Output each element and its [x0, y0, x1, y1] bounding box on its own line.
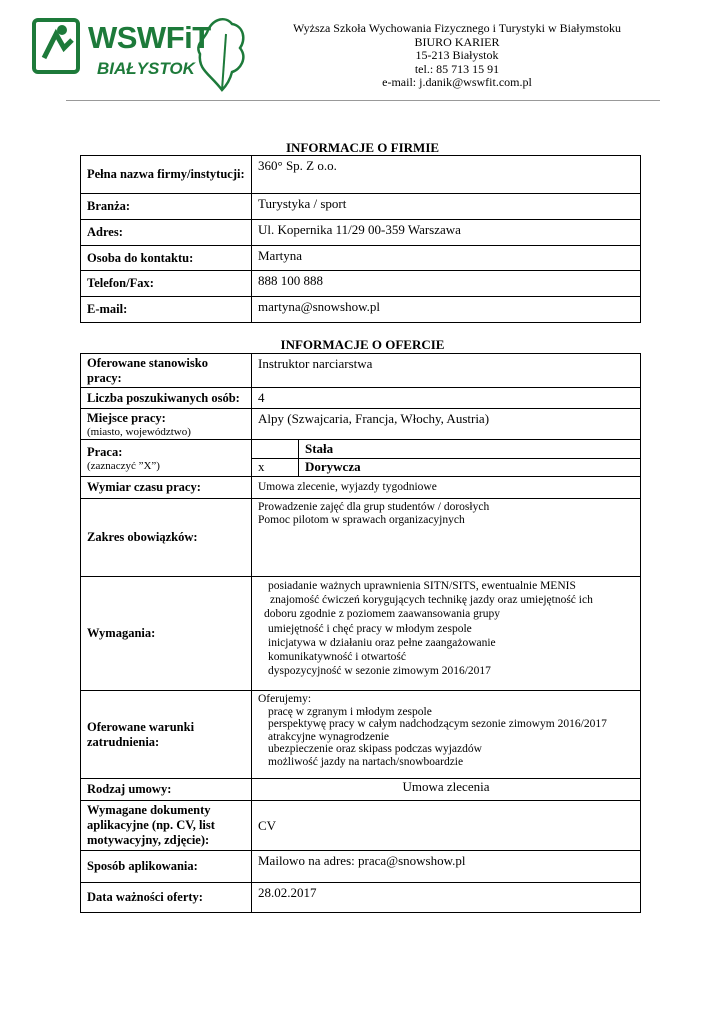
conditions-intro: Oferujemy:	[258, 693, 312, 705]
work-options-grid	[252, 440, 640, 476]
table-row	[81, 246, 641, 271]
contract-value: Umowa zlecenia	[252, 779, 641, 801]
logo-city: BIAŁYSTOK	[97, 59, 195, 78]
row-value: 888 100 888	[252, 271, 641, 297]
place-sublabel: (miasto, województwo)	[87, 425, 191, 438]
row-value: Turystyka / sport	[252, 194, 641, 220]
table-row	[81, 801, 641, 851]
conditions-label: Oferowane warunki zatrudnienia:	[81, 691, 252, 779]
work-sublabel: (zaznaczyć ”X”)	[87, 459, 160, 472]
list-item: możliwość jazdy na nartach/snowboardzie	[268, 755, 464, 768]
time-label: Wymiar czasu pracy:	[81, 477, 252, 499]
place-label	[81, 409, 252, 440]
school-address-block	[262, 22, 652, 90]
list-item: atrakcyjne wynagrodzenie	[268, 730, 390, 743]
work-label-text: Praca:	[87, 444, 123, 459]
table-row	[81, 883, 641, 913]
list-item: komunikatywność i otwartość	[268, 651, 406, 664]
list-item: dyspozycyjność w sezonie zimowym 2016/2017	[268, 665, 491, 678]
table-row	[81, 156, 641, 194]
list-item: Pomoc pilotom w sprawach organizacyjnych	[258, 513, 465, 526]
conditions-list	[252, 691, 641, 779]
list-item: Prowadzenie zajęć dla grup studentów / dorosłych	[258, 501, 490, 513]
documents-value: CV	[252, 801, 641, 851]
school-logo	[32, 14, 252, 98]
header-divider	[66, 100, 660, 101]
validity-label: Data ważności oferty:	[81, 883, 252, 913]
table-row	[81, 409, 641, 440]
list-item: inicjatywa w działaniu oraz pełne zaangażowanie	[268, 636, 496, 649]
row-value: martyna@snowshow.pl	[252, 297, 641, 323]
time-value: Umowa zlecenie, wyjazdy tygodniowe	[252, 477, 641, 499]
contract-label: Rodzaj umowy:	[81, 779, 252, 801]
table-row	[81, 354, 641, 388]
email: e-mail: j.danik@wswfit.com.pl	[382, 75, 532, 90]
offer-section-title: INFORMACJE O OFERCIE	[280, 337, 445, 352]
opt2-mark: x	[252, 458, 299, 476]
list-item: posiadanie ważnych uprawnienia SITN/SITS, ewentualnie MENIS	[268, 580, 576, 592]
row-value: 360° Sp. Z o.o.	[252, 156, 641, 194]
table-row	[81, 440, 641, 477]
work-label	[81, 440, 252, 477]
documents-label: Wymagane dokumenty aplikacyjne (np. CV, list motywacyjny, zdjęcie):	[81, 801, 252, 851]
offer-table	[80, 353, 641, 913]
list-item: znajomość ćwiczeń korygujących technikę jazdy oraz umiejętność ich	[270, 594, 593, 607]
table-row	[81, 194, 641, 220]
table-row	[81, 477, 641, 499]
list-item: pracę w zgranym i młodym zespole	[268, 705, 432, 718]
firm-table	[80, 155, 641, 323]
opt1-label: Stała	[299, 440, 641, 458]
table-row	[81, 220, 641, 246]
row-label: Pełna nazwa firmy/instytucji:	[81, 156, 252, 194]
position-label: Oferowane stanowisko pracy:	[81, 354, 252, 388]
list-item: perspektywę pracy w całym nadchodzącym sezonie zimowym 2016/2017	[268, 718, 607, 731]
leaf-logo-icon	[32, 18, 92, 88]
table-row	[81, 499, 641, 577]
office-name: BIURO KARIER	[414, 34, 500, 49]
row-label: E-mail:	[81, 297, 252, 323]
requirements-list	[252, 577, 641, 691]
requirements-label: Wymagania:	[81, 577, 252, 691]
row-label: Adres:	[81, 220, 252, 246]
school-name: Wyższa Szkoła Wychowania Fizycznego i Turystyki w Białymstoku	[293, 21, 621, 35]
list-item: umiejętność i chęć pracy w młodym zespole	[268, 622, 472, 635]
opt2-label: Dorywcza	[305, 459, 361, 475]
count-value: 4	[252, 388, 641, 409]
row-label: Telefon/Fax:	[81, 271, 252, 297]
position-value: Instruktor narciarstwa	[252, 354, 641, 388]
work-options	[252, 440, 641, 477]
row-value: Ul. Kopernika 11/29 00-359 Warszawa	[252, 220, 641, 246]
phone: tel.: 85 713 15 91	[414, 61, 500, 76]
logo-brand: WSWFiT	[88, 20, 211, 55]
duties-list	[252, 499, 641, 577]
row-value: Martyna	[252, 246, 641, 271]
validity-value: 28.02.2017	[252, 883, 641, 913]
row-label: Branża:	[81, 194, 252, 220]
table-row	[81, 297, 641, 323]
apply-label: Sposób aplikowania:	[81, 851, 252, 883]
row-label: Osoba do kontaktu:	[81, 246, 252, 271]
table-row	[81, 779, 641, 801]
list-item: ubezpieczenie oraz skipass podczas wyjazdów	[268, 743, 482, 756]
postal-address: 15-213 Białystok	[415, 48, 499, 63]
count-label: Liczba poszukiwanych osób:	[81, 388, 252, 409]
table-row	[81, 691, 641, 779]
list-item: doboru zgodnie z poziomem zaawansowania grupy	[264, 608, 500, 621]
table-row	[81, 271, 641, 297]
table-row	[81, 577, 641, 691]
place-value: Alpy (Szwajcaria, Francja, Włochy, Austria)	[252, 409, 641, 440]
duties-label: Zakres obowiązków:	[81, 499, 252, 577]
table-row	[81, 388, 641, 409]
table-row	[81, 851, 641, 883]
opt1-mark	[252, 440, 299, 458]
apply-value: Mailowo na adres: praca@snowshow.pl	[252, 851, 641, 883]
place-label-text: Miejsce pracy:	[87, 410, 166, 425]
firm-section-title: INFORMACJE O FIRMIE	[285, 140, 440, 155]
